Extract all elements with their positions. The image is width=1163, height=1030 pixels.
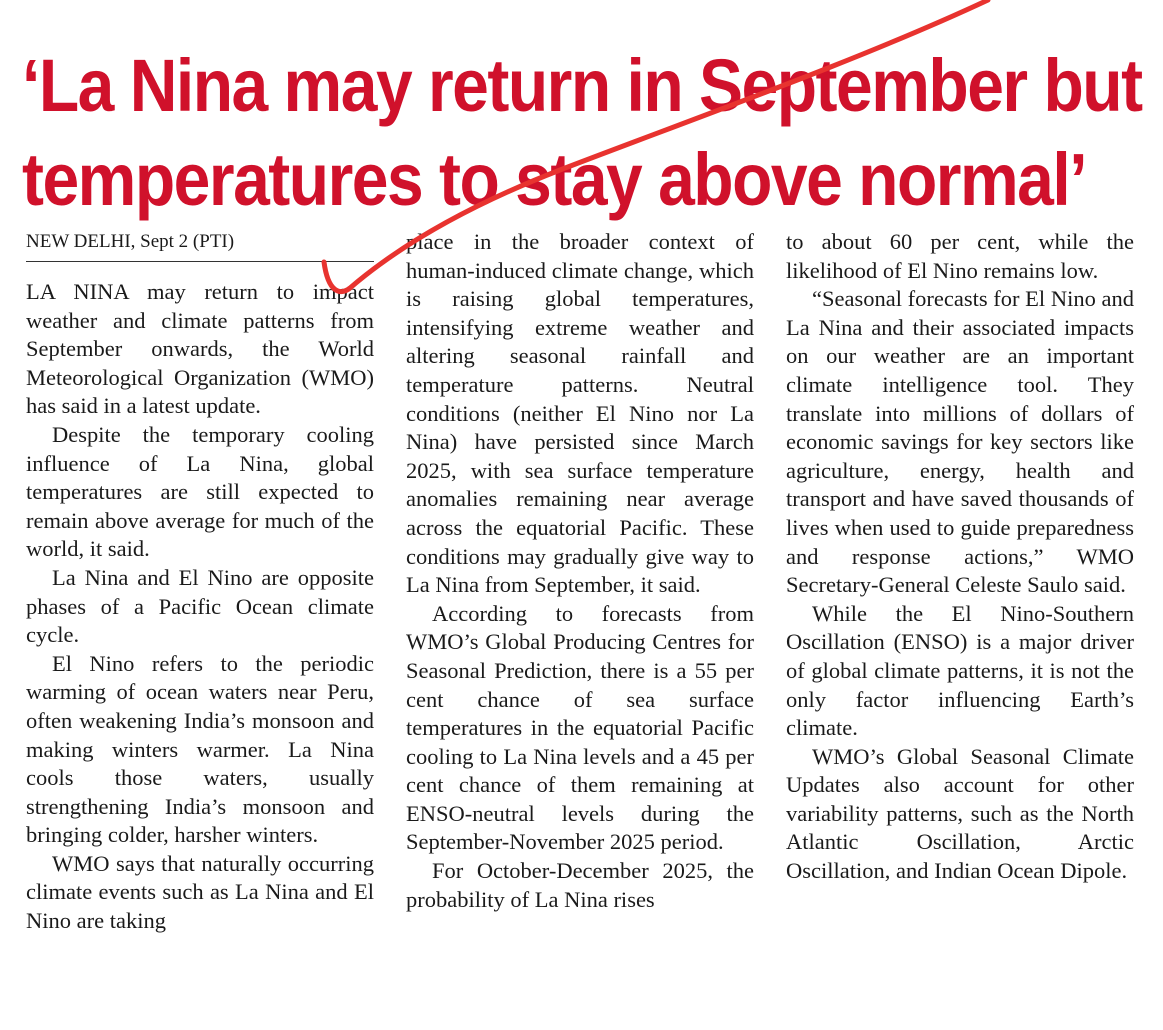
col2-paragraph-1: place in the broader context of human-induced climate change, which is raising global temperatures, intensifying extreme weather and altering seasonal rainfall and temperature patterns. Neutral conditions (neither El Nino nor La Nina) have persisted since March 2025, with sea surface temperature anomalies remaining near average across the equatorial Pacific. These conditions may gradually give way to La Nina from September, it said. <box>406 229 754 598</box>
col2-paragraph-3: For October-December 2025, the probability of La Nina rises <box>406 858 754 912</box>
col1-paragraph-2: Despite the temporary cooling influence of La Nina, global temperatures are still expected to remain above average for much of the world, it said. <box>26 421 374 562</box>
dateline: NEW DELHI, Sept 2 (PTI) <box>26 228 374 262</box>
headline-line-2: temperatures to stay above normal’ <box>22 137 1087 221</box>
col3-paragraph-4: WMO’s Global Seasonal Climate Updates also account for other variability patterns, such as the North Atlantic Oscillation, Arctic Oscillation, and Indian Ocean Dipole. <box>786 743 1134 884</box>
col1-paragraph-1: LA NINA may return to impact weather and climate patterns from September onwards, the World Meteorological Organization (WMO) has said in a latest update. <box>26 279 374 419</box>
article-column-2 <box>406 228 754 914</box>
headline-line-1: ‘La Nina may return in September but <box>22 43 1142 127</box>
article-column-3 <box>786 228 1134 886</box>
col1-paragraph-3: La Nina and El Nino are opposite phases of a Pacific Ocean climate cycle. <box>26 564 374 648</box>
col2-paragraph-2: According to forecasts from WMO’s Global Producing Centres for Seasonal Prediction, there is a 55 per cent chance of sea surface temperatures in the equatorial Pacific cooling to La Nina levels and a 45 per cent chance of them remaining at ENSO-neutral levels during the September-November 2025 period. <box>406 600 754 855</box>
col3-paragraph-3: While the El Nino-Southern Oscillation (ENSO) is a major driver of global climate patterns, it is not the only factor influencing Earth’s climate. <box>786 600 1134 741</box>
col3-paragraph-1: to about 60 per cent, while the likelihood of El Nino remains low. <box>786 229 1134 283</box>
col1-paragraph-5: WMO says that naturally occurring climate events such as La Nina and El Nino are taking <box>26 850 374 934</box>
col1-paragraph-4: El Nino refers to the periodic warming of ocean waters near Peru, often weakening India’s monsoon and making winters warmer. La Nina cools those waters, usually strengthening India’s monsoon and bringing colder, harsher winters. <box>26 650 374 848</box>
col3-paragraph-2: “Seasonal forecasts for El Nino and La Nina and their associated impacts on our weather are an important climate intelligence tool. They translate into millions of dollars of economic savings for key sectors like agriculture, energy, health and transport and have saved thousands of lives when used to guide preparedness and response actions,” WMO Secretary-General Celeste Saulo said. <box>786 286 1134 598</box>
headline <box>22 38 1142 226</box>
article-column-1 <box>26 228 374 936</box>
